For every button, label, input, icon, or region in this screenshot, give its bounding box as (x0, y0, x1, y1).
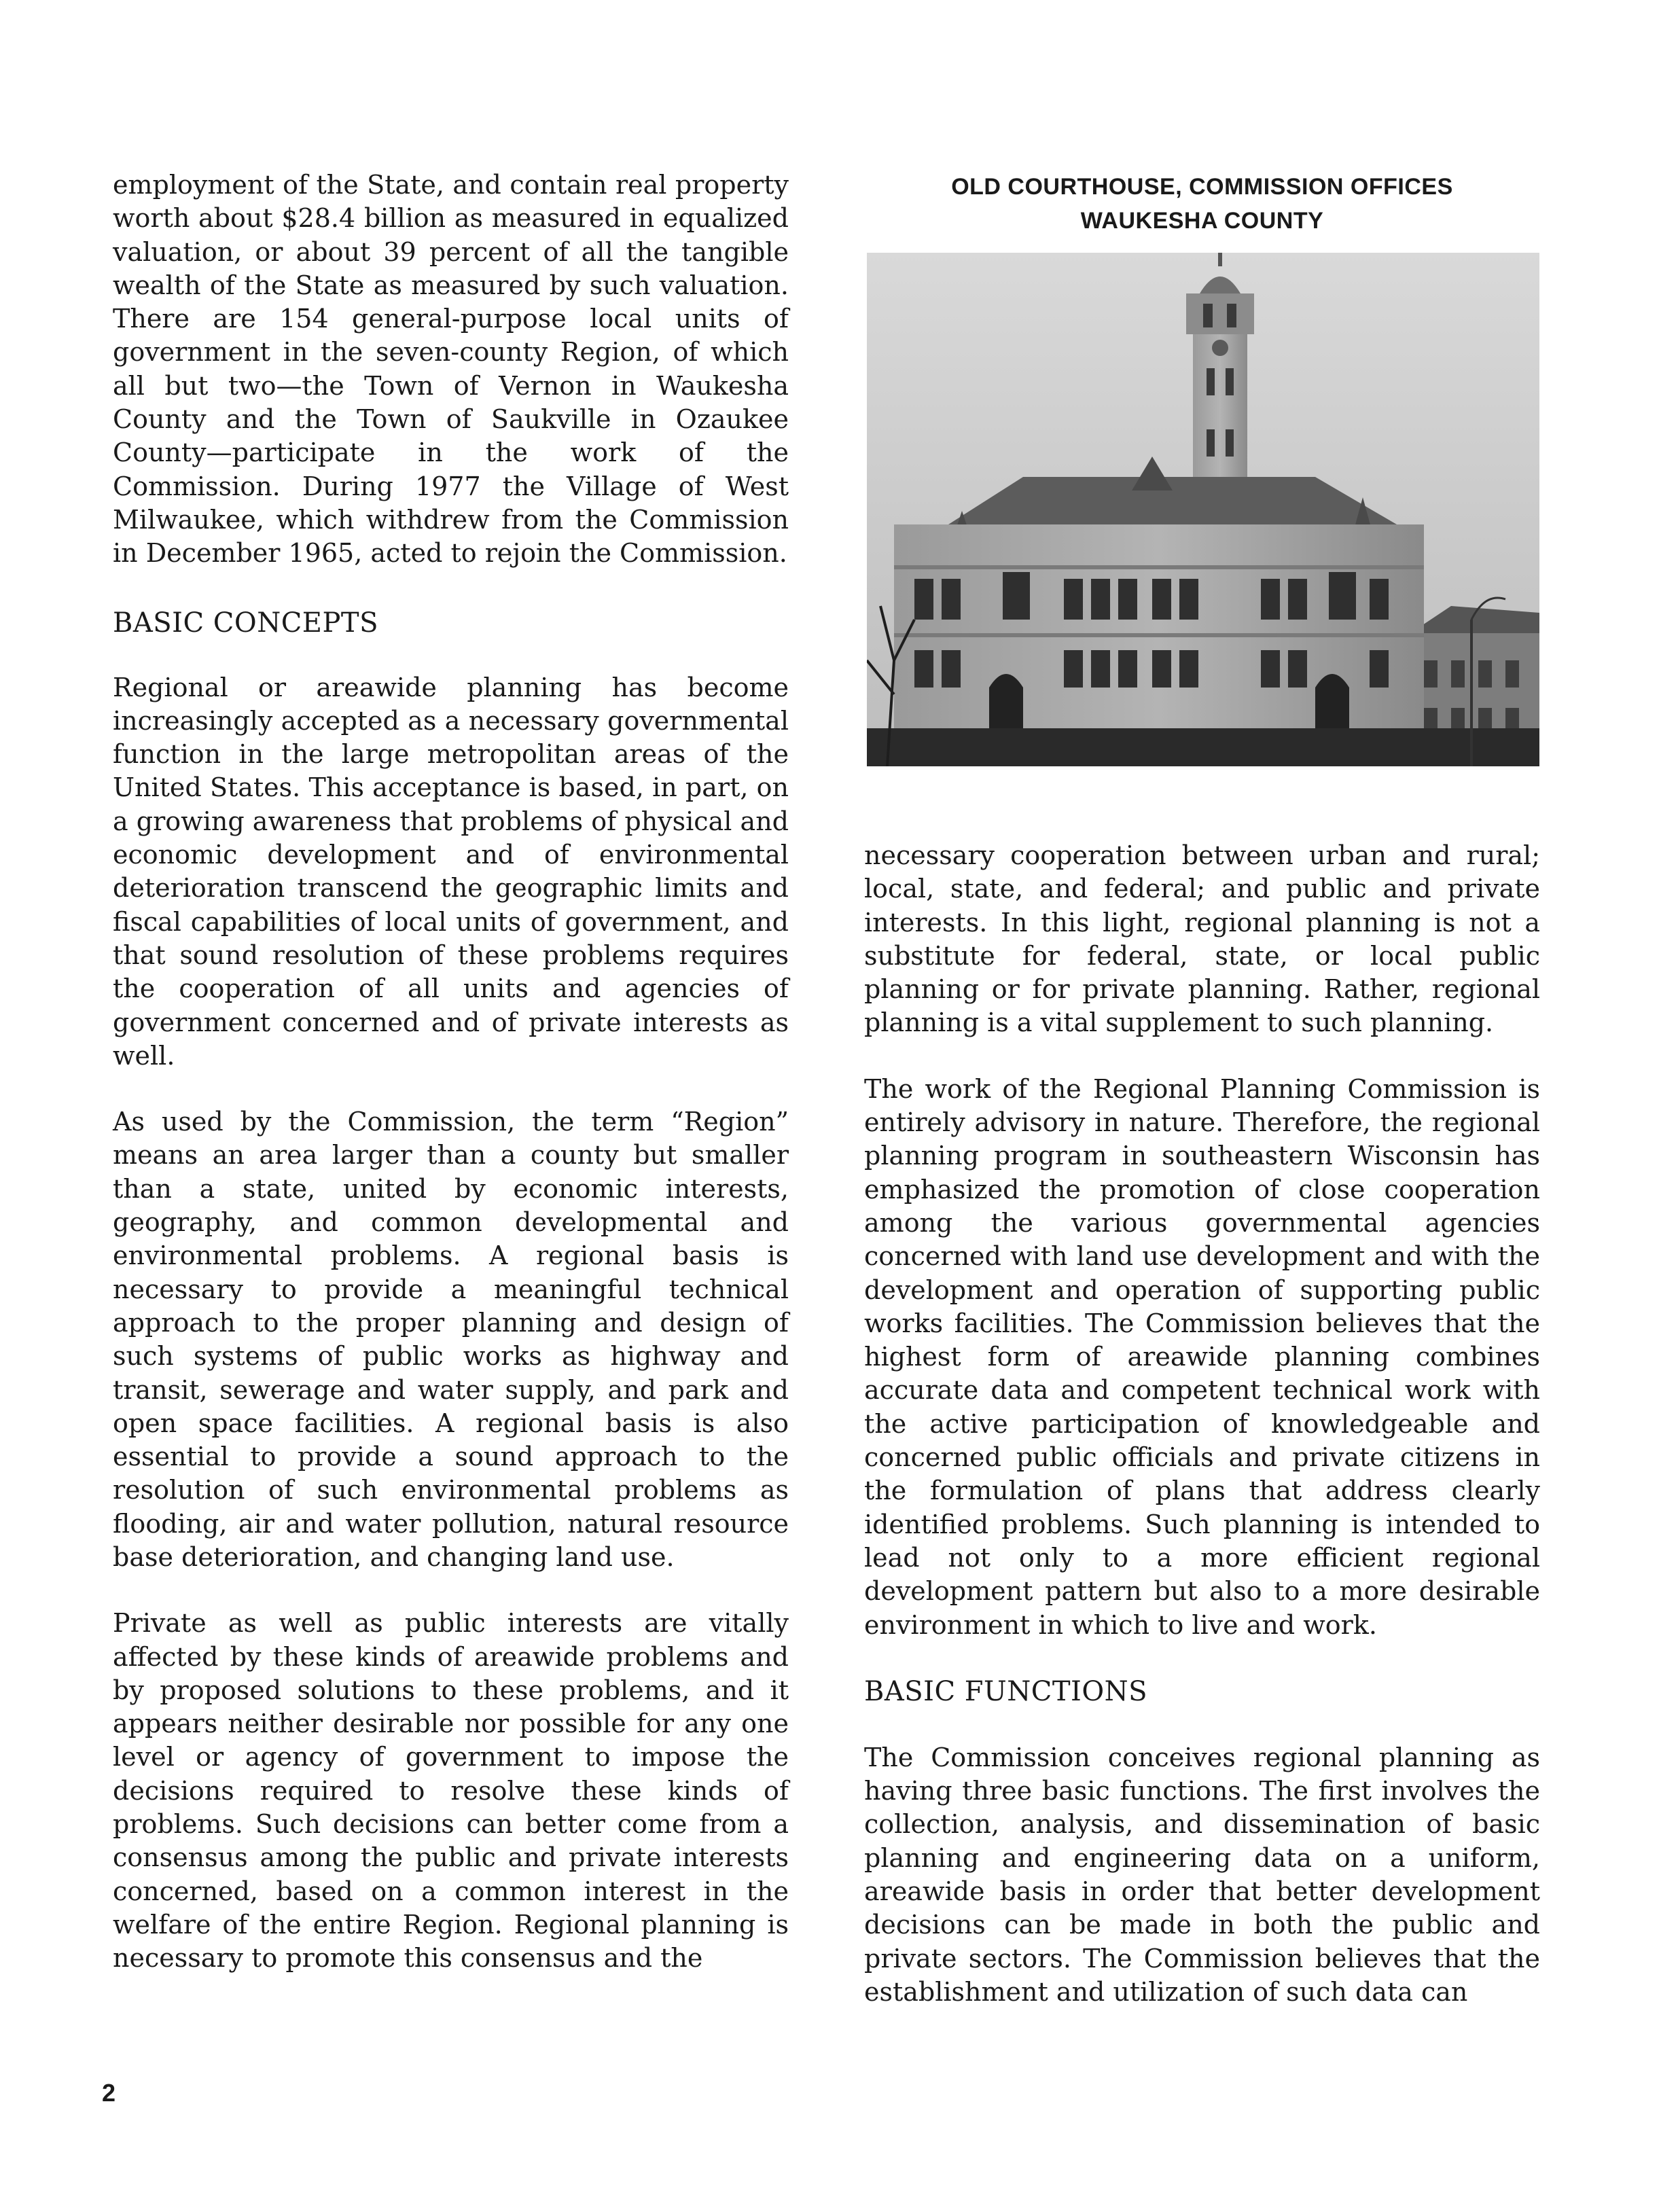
heading-basic-functions: BASIC FUNCTIONS (864, 1675, 1148, 1707)
paragraph-private-public-interests: Private as well as public interests are vitally affected by these kinds of areawide problems and by proposed solutions to these problems, and it appears neither desirable nor possible for any one level or agency of government to impose the decisions required to resolve these kinds of problems. Such decisions can better come from a consensus among the public and private interests concerned, based on a common interest in the welfare of the entire Region. Regional planning is necessary to promote this consensus and the (113, 1608, 789, 1974)
paragraph-employment: employment of the State, and contain real property worth about $28.4 billion as measured in equalized valuation, or about 39 percent of all the tangible wealth of the State as measured by such valuation. There are 154 general-purpose local units of government in the seven-county Region, of which all but two—the Town of Vernon in Waukesha County and the Town of Saukville in Ozaukee County—participate in the work of the Commission. During 1977 the Village of West Milwaukee, which withdrew from the Commission in December 1965, acted to rejoin the Commission. (113, 170, 789, 569)
right-column (864, 839, 1540, 2009)
paragraph-region-definition: As used by the Commission, the term “Region” means an area larger than a county but smaller than a state, united by economic interests, geography, and common developmental and environmental problems. A regional basis is necessary to provide a meaningful technical approach to the proper planning and design of such systems of public works as highway and transit, sewerage and water supply, and park and open space facilities. A regional basis is also essential to provide a sound approach to the resolution of such environmental problems as flooding, air and water pollution, natural resource base deterioration, and changing land use. (113, 1107, 789, 1572)
courthouse-photo (867, 253, 1539, 766)
photo-caption (864, 170, 1540, 238)
paragraph-three-functions: The Commission conceives regional planning as having three basic functions. The first involves the collection, analysis, and dissemination of basic planning and engineering data on a uniform, areawide basis in order that better development decisions can be made in both the public and private sectors. The Commission believes that the establishment and utilization of such data can (864, 1742, 1540, 2007)
photo-caption-line-2: WAUKESHA COUNTY (1080, 208, 1324, 234)
left-column (113, 168, 789, 1976)
photo-caption-line-1: OLD COURTHOUSE, COMMISSION OFFICES (951, 174, 1453, 200)
paragraph-necessary-cooperation: necessary cooperation between urban and rural; local, state, and federal; and public and private interests. In this light, regional planning is not a substitute for federal, state, or local public planning or for private planning. Rather, regional planning is a vital supplement to such planning. (864, 840, 1540, 1038)
paragraph-regional-planning: Regional or areawide planning has become increasingly accepted as a necessary governmental function in the large metropolitan areas of the United States. This acceptance is based, in part, on a growing awareness that problems of physical and economic development and of environmental deterioration transcend the geographic limits and fiscal capabilities of local units of government, and that sound resolution of these problems requires the cooperation of all units and agencies of government concerned and of private interests as well. (113, 672, 789, 1071)
heading-basic-concepts: BASIC CONCEPTS (113, 607, 379, 639)
paragraph-advisory-nature: The work of the Regional Planning Commission is entirely advisory in nature. Therefore, the regional planning program in southeastern Wisconsin has emphasized the promotion of close cooperation among the various governmental agencies concerned with land use development and with the development and operation of supporting public works facilities. The Commission believes that the highest form of areawide planning combines accurate data and competent technical work with the active participation of knowledgeable and concerned public officials and private citizens in the formulation of plans that address clearly identified problems. Such planning is intended to lead not only to a more efficient regional development pattern but also to a more desirable environment in which to live and work. (864, 1073, 1540, 1640)
page-number: 2 (102, 2079, 116, 2107)
